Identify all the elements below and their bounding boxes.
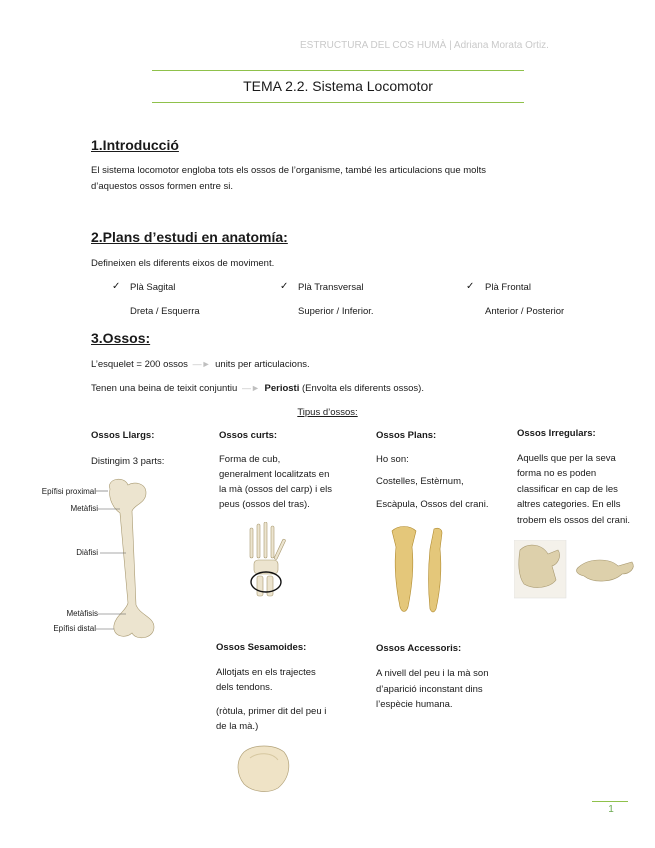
curts-line-3: la mà (ossos del carp) i els [219,484,332,495]
plans-bones-line-2: Costelles, Estèrnum, [376,476,464,487]
check-icon: ✓ [280,281,289,292]
accessoris-heading: Ossos Accessoris: [376,643,462,654]
plan-transversal-label: Plà Transversal [298,282,364,293]
ossos-line-1-b: units per articulacions. [215,359,310,370]
section-heading-intro: 1.Introducció [91,137,179,153]
check-icon: ✓ [112,281,121,292]
title-rule-bottom [152,102,524,103]
check-icon: ✓ [466,281,475,292]
ossos-line-2-a: Tenen una beina de teixit conjuntiu [91,383,238,394]
ossos-line-1 [91,356,310,373]
intro-line-1: El sistema locomotor engloba tots els ossos de l’organisme, també les articulacions que molts [91,165,486,176]
plans-bones-line-3: Escàpula, Ossos del crani. [376,499,489,510]
plans-intro: Defineixen els diferents eixos de moviment. [91,258,275,269]
sesamoides-line-1: Allotjats en els trajectes [216,667,316,678]
femur-illustration [96,475,166,645]
curts-line-4: peus (ossos del tras). [219,499,310,510]
vertebrae-illustration [514,540,638,600]
sesamoides-line-3: (ròtula, primer dit del peu i [216,706,327,717]
tipus-heading: Tipus d’ossos: [297,407,358,418]
ossos-line-2-b: (Envolta els diferents ossos). [302,383,424,394]
page-title: TEMA 2.2. Sistema Locomotor [243,78,433,94]
plan-sagital-sub: Dreta / Esquerra [130,306,200,317]
irregulars-heading: Ossos Irregulars: [517,428,596,439]
llargs-heading: Ossos Llargs: [91,430,155,441]
accessoris-line-1: A nivell del peu i la mà son [376,668,489,679]
irregulars-line-1: Aquells que per la seva [517,453,616,464]
label-epifisi-distal: Epífisi distal [53,624,96,633]
sternum-illustration [388,525,450,615]
section-heading-plans: 2.Plans d’estudi en anatomía: [91,229,288,245]
sesamoides-line-4: de la mà.) [216,721,259,732]
section-heading-ossos: 3.Ossos: [91,330,151,346]
plan-transversal-sub: Superior / Inferior. [298,306,374,317]
label-metafisi: Metàfisi [70,504,98,513]
irregulars-line-2: forma no es poden [517,468,597,479]
accessoris-line-2: d’aparició inconstant dins [376,684,483,695]
plan-frontal-sub: Anterior / Posterior [485,306,565,317]
sesamoides-line-2: dels tendons. [216,682,273,693]
page-number: 1 [608,804,614,815]
plans-bones-heading: Ossos Plans: [376,430,437,441]
label-epifisi-proximal: Epífisi proximal [41,487,96,496]
hand-bones-illustration [240,522,292,598]
llargs-text: Distingim 3 parts: [91,456,165,467]
arrow-right-icon: —► [192,359,211,369]
periosti-term: Periosti [264,383,300,394]
plans-bones-line-1: Ho son: [376,454,409,465]
plan-frontal-label: Plà Frontal [485,282,531,293]
irregulars-line-5: trobem els ossos del crani. [517,515,630,526]
running-header: ESTRUCTURA DEL COS HUMÀ | Adriana Morata Ortiz. [300,40,549,51]
ossos-line-1-a: L’esquelet = 200 ossos [91,359,188,370]
label-diafisi: Diàfisi [76,548,98,557]
sesamoides-heading: Ossos Sesamoides: [216,642,307,653]
title-rule-top [152,70,524,71]
plan-sagital-label: Plà Sagital [130,282,176,293]
intro-line-2: d’aquestos ossos formen entre si. [91,181,234,192]
label-metafisis: Metàfisis [66,609,98,618]
patella-illustration [234,744,292,794]
curts-heading: Ossos curts: [219,430,278,441]
accessoris-line-3: l’espècie humana. [376,699,453,710]
arrow-right-icon: —► [241,383,260,393]
footer-rule [592,801,628,802]
irregulars-line-3: classificar en cap de les [517,484,618,495]
curts-line-2: generalment localitzats en [219,469,330,480]
irregulars-line-4: altres categories. En ells [517,499,621,510]
curts-line-1: Forma de cub, [219,454,281,465]
ossos-line-2 [91,380,424,397]
